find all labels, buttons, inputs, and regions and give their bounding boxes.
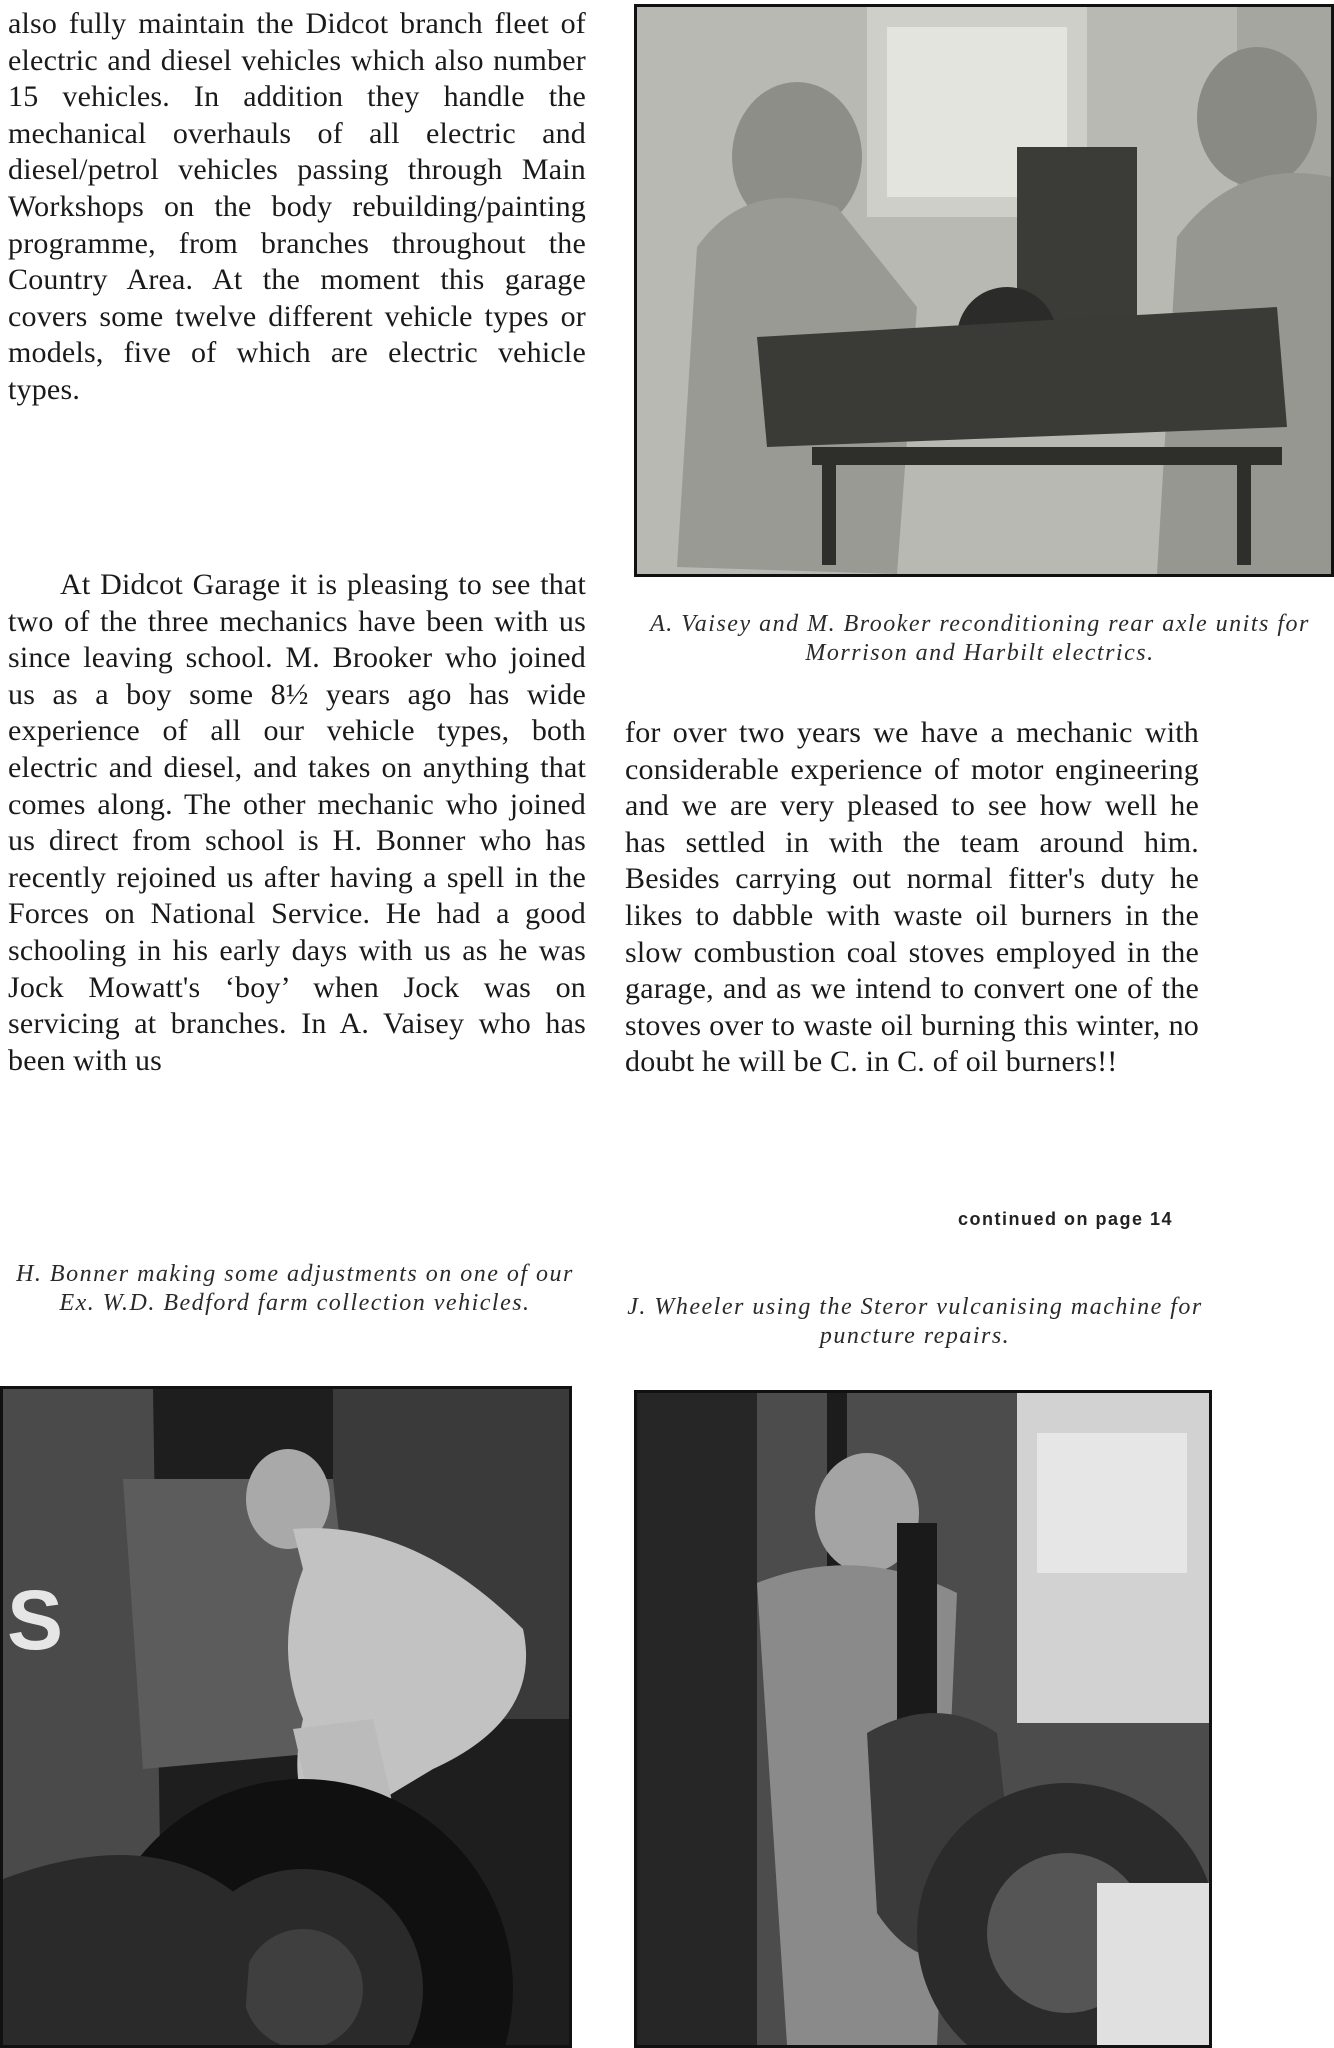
photo-bedford-vehicle [0,1386,572,2048]
left-paragraph-1: also fully maintain the Didcot branch fleet of electric and diesel vehicles which also number 15 vehicles. In addition they handle the mechanical overhauls of all electric and diesel/petrol vehicles passing through Main Workshops on the body rebuilding/painting programme, from branches throughout the Country Area. At the moment this garage covers some twelve different vehicle types or models, five of which are electric vehicle types. [8,7,586,406]
left-paragraph-2: At Didcot Garage it is pleasing to see that two of the three mechanics have been with us since leaving school. M. Brooker who joined us as a boy some 8½ years ago has wide experience of all our vehicle types, both electric and diesel, and takes on anything that comes along. The other mechanic who joined us direct from school is H. Bonner who has recently rejoined us after having a spell in the Forces on National Service. He had a good schooling in his early days with us as he was Jock Mowatt's ‘boy’ when Jock was on servicing at branches. In A. Vaisey who has been with us [8,568,586,1077]
photo-axle-reconditioning [634,4,1334,577]
photo-bedford-vehicle-image [3,1389,569,2045]
photo-vulcanising-image [637,1393,1209,2045]
photo-vulcanising [634,1390,1212,2048]
continued-note: continued on page 14 [958,1209,1174,1229]
photo-axle-reconditioning-image [637,7,1331,574]
caption-vulcanising: J. Wheeler using the Steror vulcanising machine for puncture repairs. [627,1294,1203,1349]
vehicle-letter: S [7,1573,64,1667]
caption-bedford-adjustments: H. Bonner making some adjustments on one of our Ex. W.D. Bedford farm collection vehicles. [16,1261,574,1316]
right-paragraph-1: for over two years we have a mechanic with considerable experience of motor engineering and we are very pleased to see how well he has settled in with the team around him. Besides carrying out normal fitter's duty he likes to dabble with waste oil burners in the slow combustion coal stoves employed in the garage, and as we intend to convert one of the stoves over to waste oil burning this winter, no doubt he will be C. in C. of oil burners!! [625,716,1199,1079]
caption-axle-reconditioning: A. Vaisey and M. Brooker reconditioning rear axle units for Morrison and Harbilt electrics. [650,611,1310,666]
